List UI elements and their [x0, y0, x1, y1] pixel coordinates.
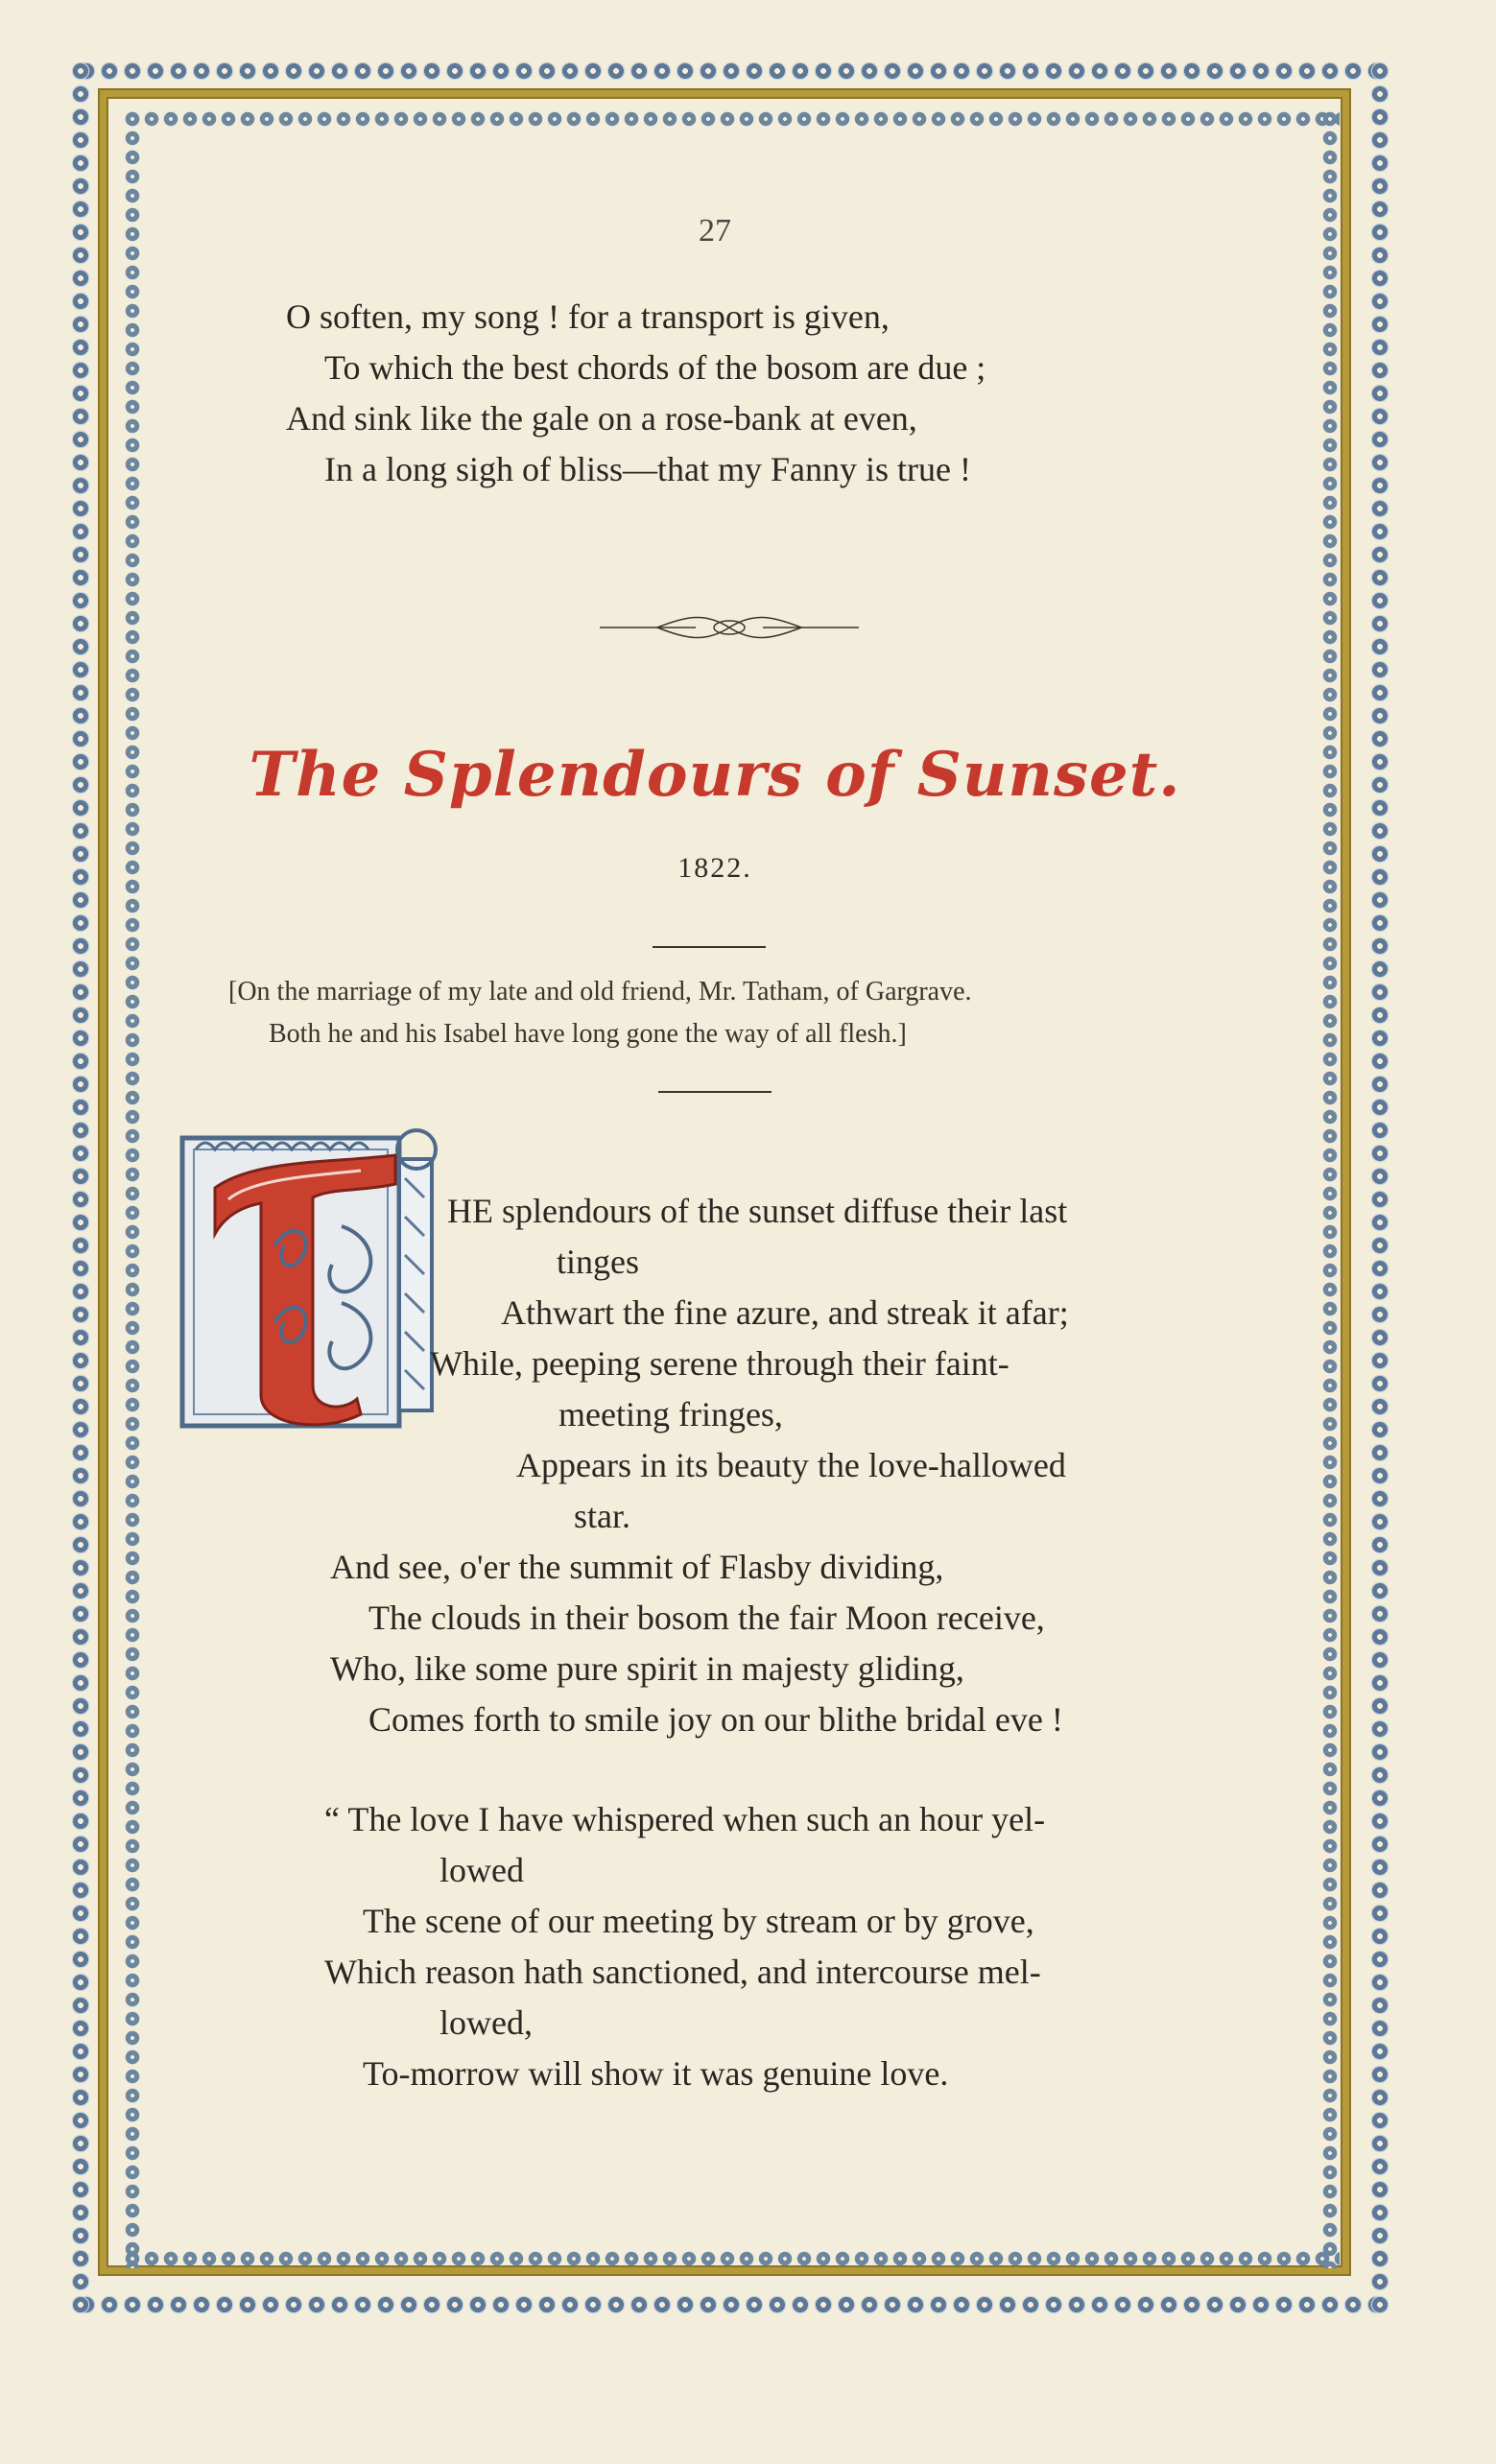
verse-line: star.: [574, 1497, 630, 1535]
verse-line: And see, o'er the summit of Flasby dividing,: [330, 1548, 944, 1586]
divider-rule: [653, 946, 766, 948]
verse-line: In a long sigh of bliss—that my Fanny is true !: [324, 450, 971, 488]
poem-stanza-opening: [430, 1186, 1069, 1542]
divider-rule: [658, 1091, 772, 1093]
inner-ornament-top: [123, 109, 1340, 129]
note-line: Both he and his Isabel have long gone the way of all flesh.]: [269, 1019, 907, 1049]
page-number: 27: [699, 213, 731, 249]
verse-line: O soften, my song ! for a transport is given,: [286, 297, 890, 336]
poem-stanza-continued: [330, 1542, 1063, 1745]
verse-line: meeting fringes,: [558, 1395, 783, 1433]
verse-line: lowed: [439, 1851, 524, 1889]
poem-stanza-second: [324, 1794, 1045, 2099]
verse-line: lowed,: [439, 2003, 533, 2042]
verse-line: “ The love I have whispered when such an hour yel-: [324, 1800, 1046, 1838]
verse-line: While, peeping serene through their faint-: [430, 1344, 1009, 1383]
border-ornament-top: [75, 59, 1388, 83]
verse-line: tinges: [557, 1243, 639, 1281]
verse-line: Comes forth to smile joy on our blithe bridal eve !: [368, 1700, 1063, 1739]
verse-line: To-morrow will show it was genuine love.: [363, 2054, 949, 2093]
border-ornament-right: [1368, 59, 1391, 2316]
verse-line: And sink like the gale on a rose-bank at even,: [286, 399, 917, 438]
poem-title: The Splendours of Sunset.: [249, 739, 1181, 811]
verse-line: Athwart the fine azure, and streak it afar;: [501, 1293, 1069, 1332]
inner-ornament-left: [123, 109, 142, 2268]
previous-poem-stanza: [286, 292, 985, 495]
verse-line: Appears in its beauty the love-hallowed: [516, 1446, 1066, 1484]
verse-line: Who, like some pure spirit in majesty gliding,: [330, 1649, 964, 1688]
verse-line: The scene of our meeting by stream or by grove,: [363, 1902, 1034, 1940]
border-ornament-left: [69, 59, 92, 2316]
verse-line: Which reason hath sanctioned, and intercourse mel-: [324, 1953, 1041, 1991]
inner-ornament-right: [1320, 109, 1340, 2268]
poem-year: 1822.: [677, 852, 752, 884]
inner-ornament-bottom: [123, 2249, 1340, 2268]
note-line: [On the marriage of my late and old friend, Mr. Tatham, of Gargrave.: [228, 977, 972, 1007]
ornamental-divider-icon: [600, 606, 859, 649]
verse-line: HE splendours of the sunset diffuse their last: [447, 1192, 1068, 1230]
verse-line: The clouds in their bosom the fair Moon receive,: [368, 1599, 1045, 1637]
verse-line: To which the best chords of the bosom are due ;: [324, 348, 986, 387]
editorial-note: [228, 971, 972, 1055]
illuminated-initial-icon: [169, 1121, 466, 1443]
border-ornament-bottom: [75, 2293, 1388, 2316]
